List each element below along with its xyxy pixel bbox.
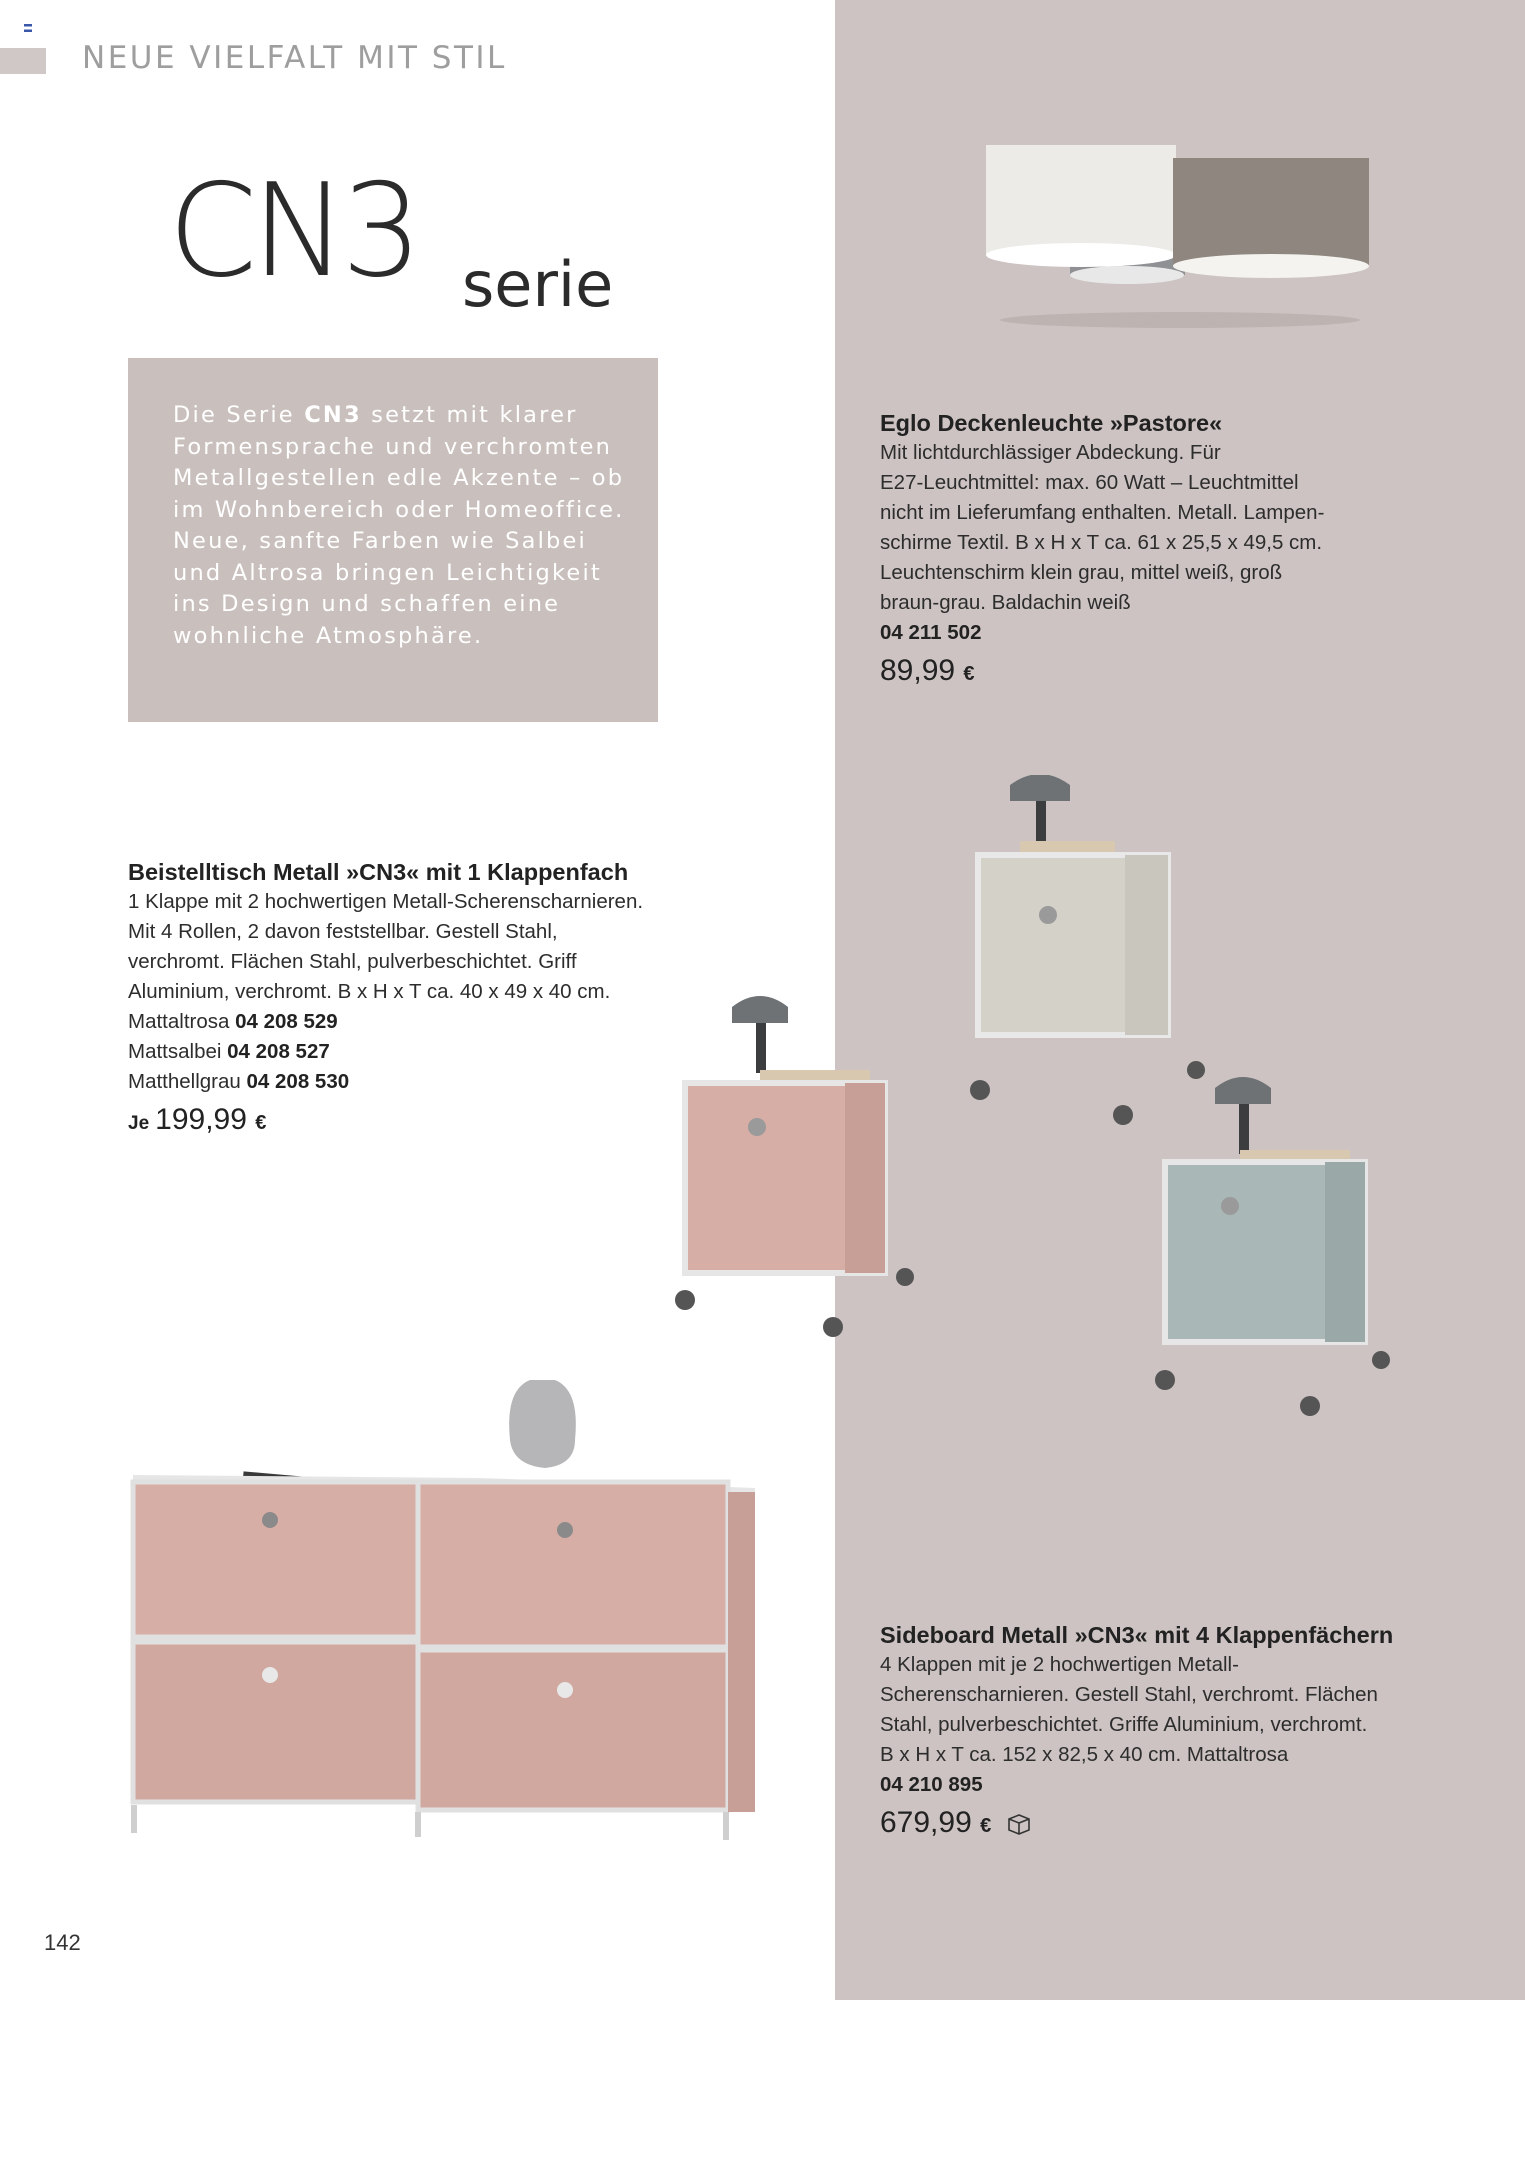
sidetable-price: Je 199,99 € xyxy=(128,1103,267,1136)
lamp-product xyxy=(880,408,1440,688)
variant-grey: Matthellgrau 04 208 530 xyxy=(128,1070,350,1093)
page-number: 142 xyxy=(44,1930,81,1955)
sidetable-sage-image xyxy=(1145,1070,1405,1420)
package-icon xyxy=(1006,1813,1032,1835)
intro-text: Die Serie CN3 setzt mit klarer Formensprache und verchromten Metallgestellen edle Akzente – ob im Wohnbereich oder Homeoffice. Neue, sanfte Farben wie Salbei und Altrosa bringen Leichtigkeit ins Design und schaffen eine wohnliche Atmosphäre. xyxy=(173,402,625,649)
lamp-desc-line: schirme Textil. B x H x T ca. 61 x 25,5 x 49,5 cm. xyxy=(880,531,1323,554)
variant-rose: Mattaltrosa 04 208 529 xyxy=(128,1010,338,1033)
sideboard-desc-line: 4 Klappen mit je 2 hochwertigen Metall- xyxy=(880,1653,1239,1676)
lamp-desc-line: nicht im Lieferumfang enthalten. Metall. Lampen- xyxy=(880,501,1325,524)
sidetable-rose-image xyxy=(660,985,930,1355)
sideboard-article-number: 04 210 895 xyxy=(880,1773,983,1796)
lamp-price: 89,99 € xyxy=(880,654,975,687)
lamp-title: Eglo Deckenleuchte »Pastore« xyxy=(880,410,1223,436)
series-logo-sub: serie xyxy=(462,248,614,321)
flag-icon xyxy=(24,24,32,32)
lamp-article-number: 04 211 502 xyxy=(880,621,982,644)
section-title: NEUE VIELFALT MIT STIL xyxy=(82,40,507,76)
sideboard-title: Sideboard Metall »CN3« mit 4 Klappenfächern xyxy=(880,1622,1394,1648)
sideboard-desc-line: Scherenscharnieren. Gestell Stahl, verchromt. Flächen xyxy=(880,1683,1378,1706)
sidetable-desc-line: verchromt. Flächen Stahl, pulverbeschichtet. Griff xyxy=(128,950,577,973)
sidetable-desc-line: 1 Klappe mit 2 hochwertigen Metall-Scherenscharnieren. xyxy=(128,890,644,913)
sidetable-product xyxy=(128,857,708,1137)
ceiling-lamp-image xyxy=(980,130,1380,330)
series-logo: CN3 xyxy=(168,157,417,306)
lamp-desc-line: E27-Leuchtmittel: max. 60 Watt – Leuchtmittel xyxy=(880,471,1299,494)
lamp-desc-line: Leuchtenschirm klein grau, mittel weiß, groß xyxy=(880,561,1283,584)
header-color-bar xyxy=(0,48,46,74)
lamp-desc-line: Mit lichtdurchlässiger Abdeckung. Für xyxy=(880,441,1221,464)
sidetable-desc-line: Aluminium, verchromt. B x H x T ca. 40 x 49 x 40 cm. xyxy=(128,980,611,1003)
sideboard-desc-line: B x H x T ca. 152 x 82,5 x 40 cm. Mattaltrosa xyxy=(880,1743,1289,1766)
sideboard-product xyxy=(880,1620,1480,1840)
sideboard-price: 679,99 € xyxy=(880,1806,1480,1840)
variant-sage: Mattsalbei 04 208 527 xyxy=(128,1040,330,1063)
sideboard-desc-line: Stahl, pulverbeschichtet. Griffe Aluminium, verchromt. xyxy=(880,1713,1368,1736)
sideboard-rose-image xyxy=(125,1380,765,1860)
lamp-desc-line: braun-grau. Baldachin weiß xyxy=(880,591,1131,614)
sidetable-desc-line: Mit 4 Rollen, 2 davon feststellbar. Gestell Stahl, xyxy=(128,920,558,943)
sidetable-title: Beistelltisch Metall »CN3« mit 1 Klappenfach xyxy=(128,859,629,885)
